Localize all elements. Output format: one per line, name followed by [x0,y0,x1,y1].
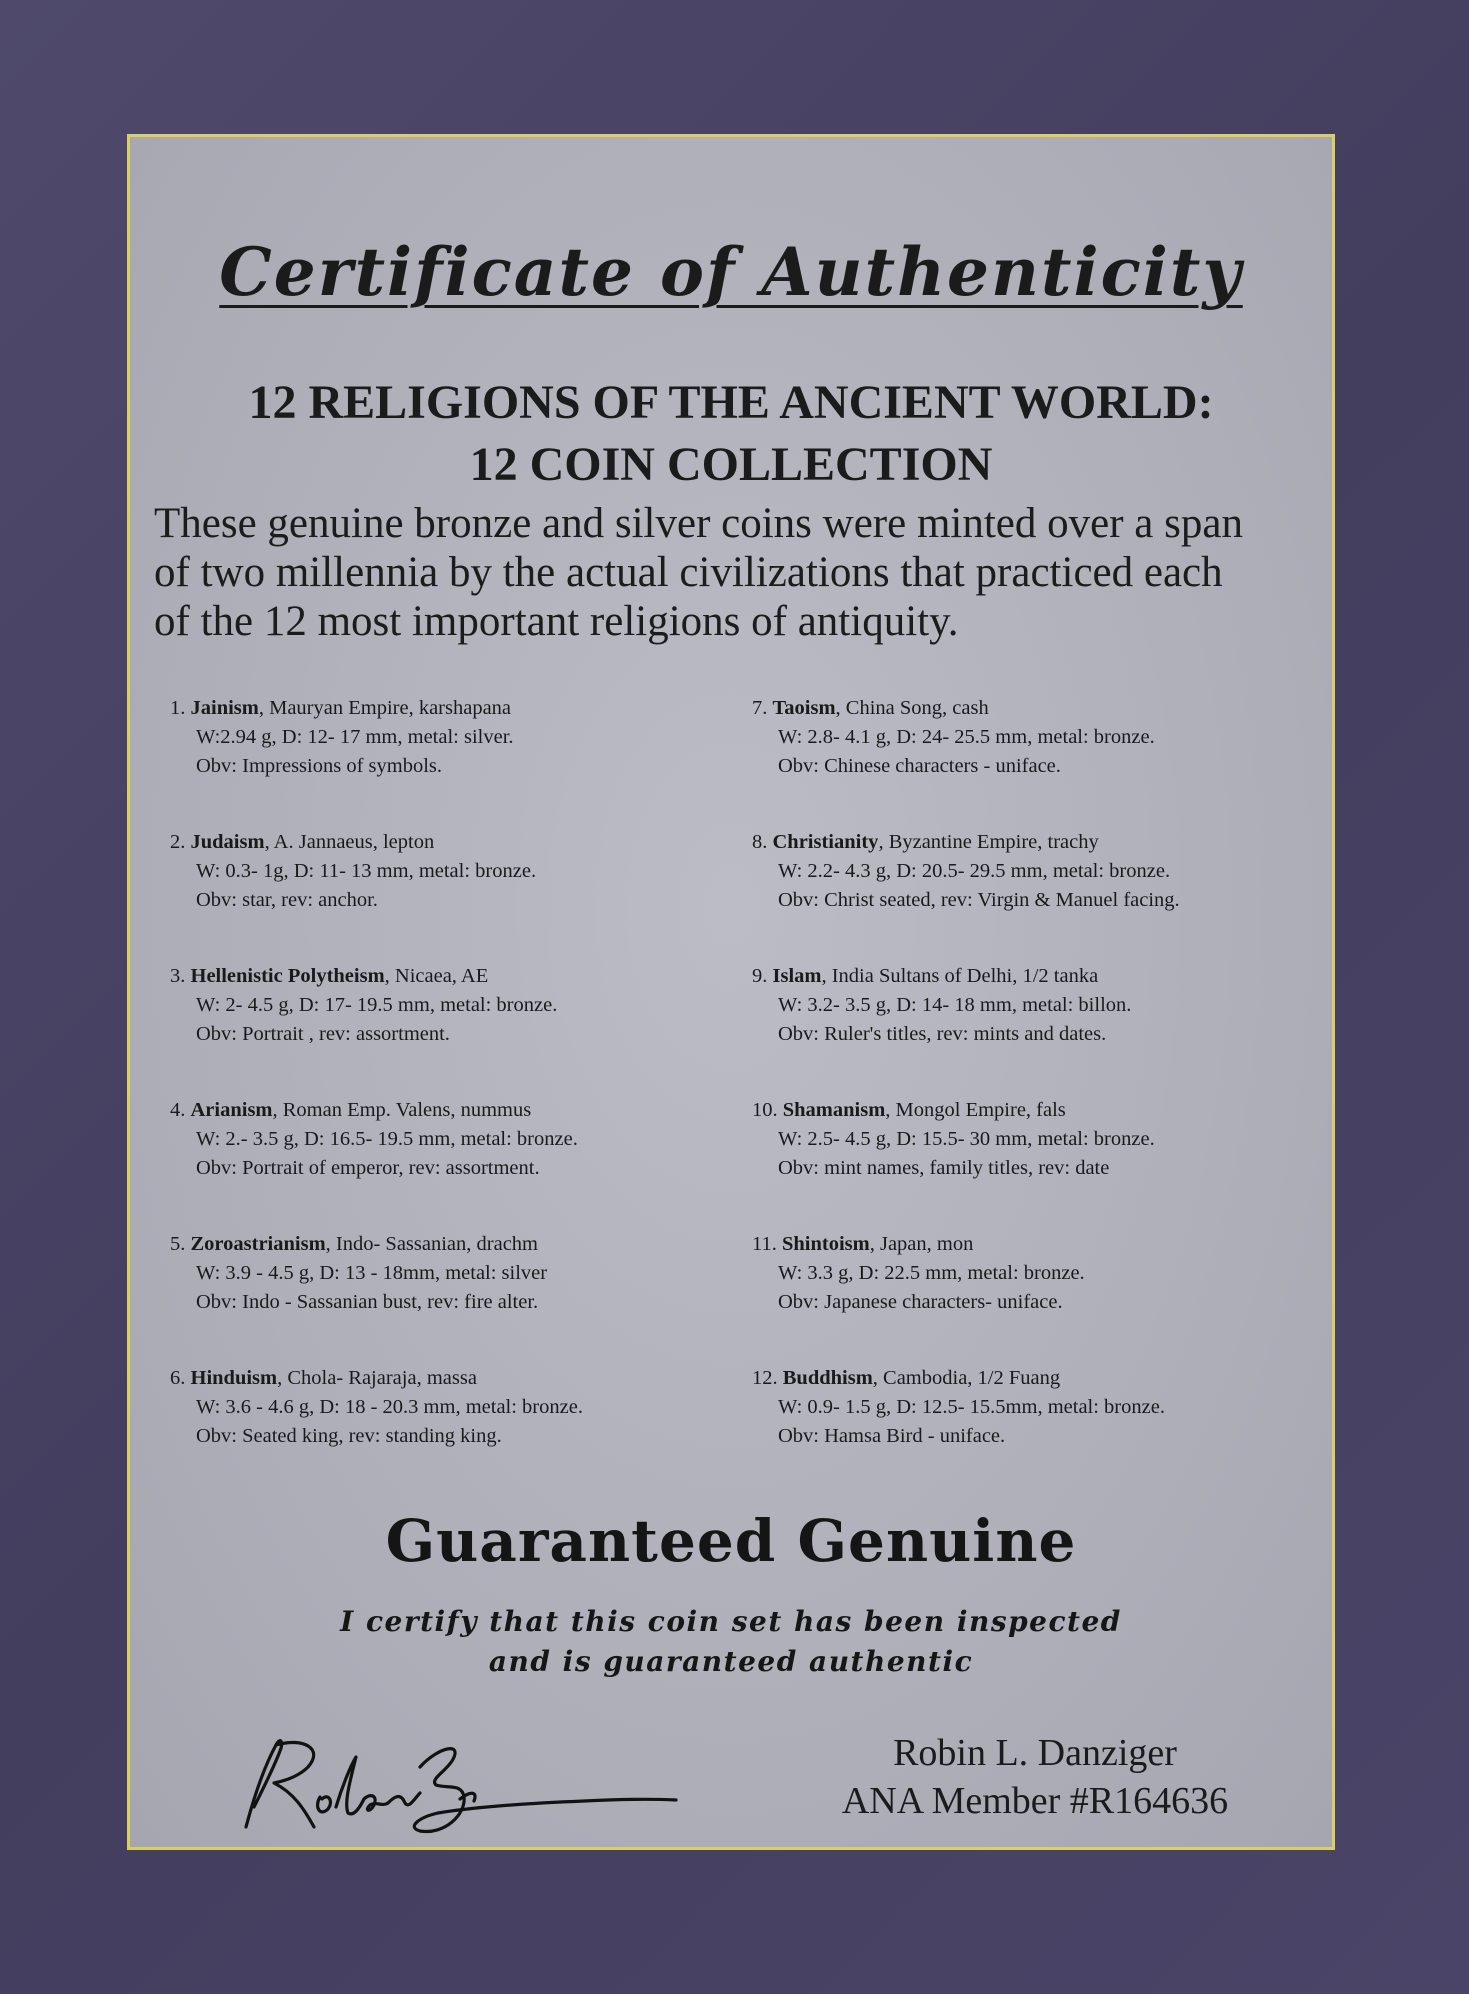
coin-description: Obv: Impressions of symbols. [196,755,442,777]
coin-description: Obv: Indo - Sassanian bust, rev: fire alter. [196,1291,539,1313]
coin-number: 5. [170,1233,186,1255]
coin-origin: , Japan, mon [869,1233,974,1255]
coin-heading [170,694,730,723]
coin-heading [752,1096,1312,1125]
coin-heading [170,1230,730,1259]
coin-entry [170,1364,730,1498]
coin-description: Obv: Hamsa Bird - uniface. [778,1425,1006,1447]
collection-title-line-1: 12 RELIGIONS OF THE ANCIENT WORLD: [248,376,1214,429]
coin-list-right [752,694,1312,1498]
coin-number: 8. [752,831,768,853]
coin-heading [752,1230,1312,1259]
certificate-panel [127,134,1335,1850]
coin-entry [752,1230,1312,1364]
coin-heading [752,1364,1312,1393]
coin-description: Obv: Japanese characters- uniface. [778,1291,1063,1313]
certify-line-2: and is guaranteed authentic [488,1645,974,1678]
coin-specs: W: 3.3 g, D: 22.5 mm, metal: bronze. [778,1262,1085,1284]
coin-religion: Shintoism [782,1233,870,1255]
collection-title [130,372,1332,496]
signer-block [805,1729,1265,1825]
coin-number: 10. [752,1099,778,1121]
signature [224,1727,684,1847]
coin-religion: Hellenistic Polytheism [190,965,385,987]
coin-origin: , Mongol Empire, fals [885,1099,1066,1121]
coin-heading [752,828,1312,857]
coin-origin: , Roman Emp. Valens, nummus [272,1099,532,1121]
guarantee-heading: Guaranteed Genuine [385,1507,1077,1575]
coin-entry [752,962,1312,1096]
coin-entry [752,1364,1312,1498]
coin-religion: Buddhism [782,1367,873,1389]
coin-specs: W: 0.9- 1.5 g, D: 12.5- 15.5mm, metal: bronze. [778,1396,1165,1418]
coin-specs: W: 3.9 - 4.5 g, D: 13 - 18mm, metal: silver [196,1262,548,1284]
coin-number: 12. [752,1367,778,1389]
coin-specs: W:2.94 g, D: 12- 17 mm, metal: silver. [196,726,514,748]
coin-entry [170,694,730,828]
coin-number: 4. [170,1099,186,1121]
coin-origin: , Indo- Sassanian, drachm [325,1233,539,1255]
intro-paragraph [154,499,1324,646]
coin-number: 9. [752,965,768,987]
coin-entry [170,828,730,962]
coin-specs: W: 0.3- 1g, D: 11- 13 mm, metal: bronze. [196,860,537,882]
coin-specs: W: 2.2- 4.3 g, D: 20.5- 29.5 mm, metal: bronze. [778,860,1171,882]
coin-origin: , Chola- Rajaraja, massa [277,1367,477,1389]
coin-heading [170,828,730,857]
coin-entry [170,962,730,1096]
coin-number: 11. [752,1233,777,1255]
coin-origin: , China Song, cash [835,697,989,719]
coin-entry [752,1096,1312,1230]
coin-origin: , India Sultans of Delhi, 1/2 tanka [821,965,1099,987]
coin-description: Obv: Seated king, rev: standing king. [196,1425,502,1447]
coin-religion: Taoism [772,697,836,719]
certify-line-1: I certify that this coin set has been inspected [340,1605,1122,1638]
coin-religion: Arianism [190,1099,273,1121]
coin-description: Obv: mint names, family titles, rev: date [778,1157,1110,1179]
coin-origin: , Byzantine Empire, trachy [878,831,1099,853]
coin-description: Obv: Portrait of emperor, rev: assortment. [196,1157,540,1179]
coin-specs: W: 3.2- 3.5 g, D: 14- 18 mm, metal: billon. [778,994,1132,1016]
coin-number: 1. [170,697,186,719]
coin-religion: Judaism [190,831,265,853]
coin-number: 6. [170,1367,186,1389]
coin-specs: W: 2- 4.5 g, D: 17- 19.5 mm, metal: bronze. [196,994,558,1016]
coin-description: Obv: Chinese characters - uniface. [778,755,1061,777]
coin-specs: W: 2.8- 4.1 g, D: 24- 25.5 mm, metal: bronze. [778,726,1155,748]
coin-religion: Islam [772,965,822,987]
coin-origin: , Mauryan Empire, karshapana [258,697,512,719]
coin-religion: Zoroastrianism [190,1233,326,1255]
coin-number: 2. [170,831,186,853]
coin-heading [752,962,1312,991]
intro-line-3: of the 12 most important religions of antiquity. [154,598,959,645]
intro-line-2: of two millennia by the actual civilizations that practiced each [154,549,1223,596]
coin-description: Obv: Ruler's titles, rev: mints and dates. [778,1023,1107,1045]
signer-membership: ANA Member #R164636 [841,1780,1229,1822]
certificate-title: Certificate of Authenticity [219,233,1243,311]
signer-name: Robin L. Danziger [893,1732,1177,1774]
coin-heading [752,694,1312,723]
coin-heading [170,962,730,991]
coin-entry [170,1230,730,1364]
coin-description: Obv: star, rev: anchor. [196,889,378,911]
coin-entry [170,1096,730,1230]
intro-line-1: These genuine bronze and silver coins were minted over a span [154,500,1243,547]
coin-specs: W: 2.- 3.5 g, D: 16.5- 19.5 mm, metal: bronze. [196,1128,578,1150]
coin-origin: , Cambodia, 1/2 Fuang [872,1367,1061,1389]
coin-entry [752,828,1312,962]
coin-description: Obv: Christ seated, rev: Virgin & Manuel facing. [778,889,1180,911]
collection-title-line-2: 12 COIN COLLECTION [469,438,993,491]
coin-religion: Jainism [190,697,259,719]
coin-number: 7. [752,697,768,719]
certification-statement [130,1602,1332,1682]
coin-specs: W: 3.6 - 4.6 g, D: 18 - 20.3 mm, metal: bronze. [196,1396,583,1418]
coin-number: 3. [170,965,186,987]
coin-heading [170,1096,730,1125]
coin-religion: Hinduism [190,1367,278,1389]
coin-list-left [170,694,730,1498]
coin-entry [752,694,1312,828]
coin-heading [170,1364,730,1393]
coin-origin: , Nicaea, AE [384,965,489,987]
coin-religion: Christianity [772,831,879,853]
coin-specs: W: 2.5- 4.5 g, D: 15.5- 30 mm, metal: bronze. [778,1128,1155,1150]
coin-religion: Shamanism [782,1099,886,1121]
coin-origin: , A. Jannaeus, lepton [264,831,435,853]
coin-description: Obv: Portrait , rev: assortment. [196,1023,450,1045]
